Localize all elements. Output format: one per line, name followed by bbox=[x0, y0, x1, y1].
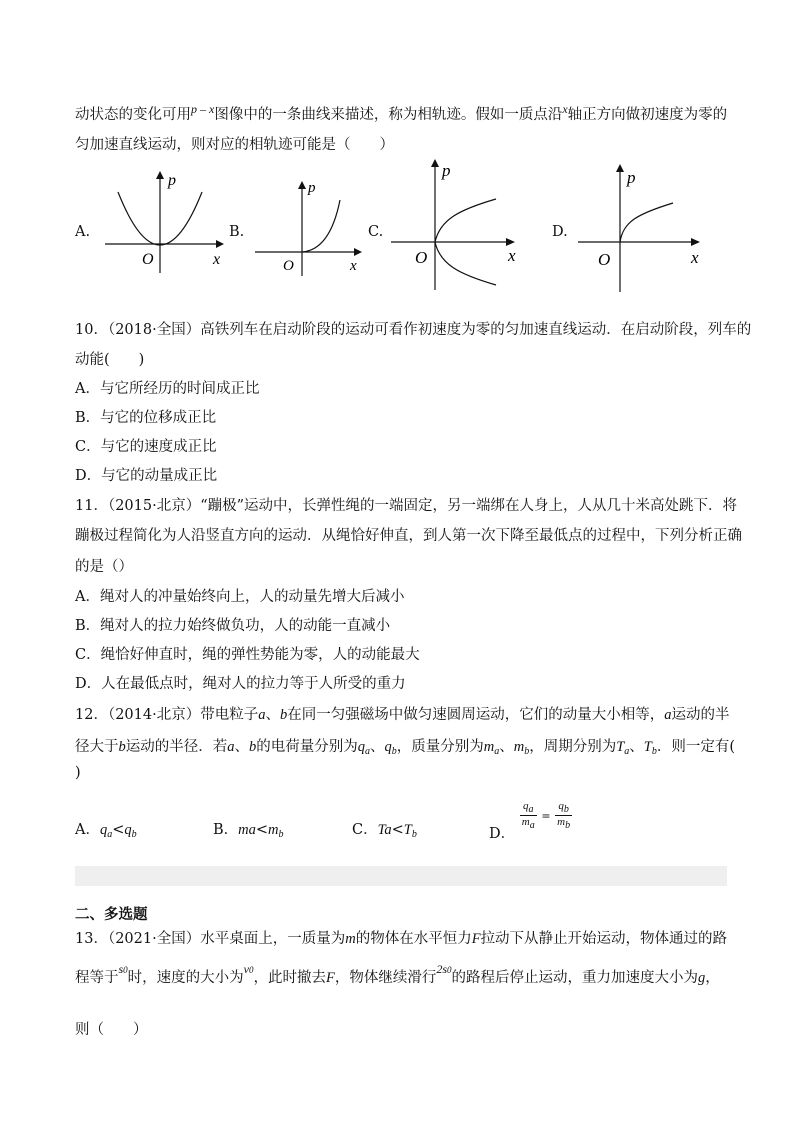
q10-option-a: A．与它所经历的时间成正比 bbox=[75, 381, 260, 397]
q12-sub: b bbox=[411, 829, 417, 840]
frac-sub: a bbox=[528, 804, 534, 815]
option-c-label: C. bbox=[368, 224, 384, 240]
q12-sub: a bbox=[624, 746, 630, 757]
q11-option-a: A．绳对人的冲量始终向上，人的动量先增大后减小 bbox=[75, 589, 405, 605]
option-a-label: A. bbox=[75, 224, 91, 240]
q11-line-1: 11．（2015·北京）“蹦极”运动中，长弹性绳的一端固定，另一端绑在人身上，人从几十米高处跳下．将 bbox=[75, 498, 738, 514]
q12-text: 运动的半 bbox=[671, 707, 730, 723]
graph-d-y-label: p bbox=[627, 168, 636, 187]
q9-text: 动状态的变化可用 bbox=[75, 107, 191, 123]
graph-d-origin: O bbox=[598, 250, 611, 269]
graph-a-x-label: x bbox=[213, 251, 221, 268]
graph-b bbox=[250, 178, 370, 278]
frac-sub: b bbox=[565, 820, 571, 831]
q12-text: 、 bbox=[499, 739, 514, 755]
q12-option-text: q bbox=[99, 822, 108, 838]
option-b-label: B. bbox=[229, 224, 245, 240]
section-title-multiple-choice: 二、多选题 bbox=[75, 906, 148, 923]
frac-numerator bbox=[555, 800, 572, 816]
q10-line-2: 动能( ) bbox=[75, 352, 145, 368]
frac-text: q bbox=[558, 800, 564, 812]
q13-2s0 bbox=[436, 962, 451, 976]
q12-fraction-b bbox=[555, 800, 572, 831]
q13-mass-symbol: m bbox=[345, 931, 356, 947]
q13-line-1 bbox=[75, 927, 727, 948]
graph-d-x-label: x bbox=[691, 248, 699, 267]
q12-line-2 bbox=[75, 735, 735, 757]
q12-symbol-a: a bbox=[664, 707, 672, 723]
q9-px-symbol: p – x bbox=[191, 102, 215, 116]
q9-text: 图像中的一条曲线来描述，称为相轨迹。假如一质点沿 bbox=[214, 107, 563, 123]
option-d-label: D. bbox=[552, 224, 568, 240]
graph-b-x-label: x bbox=[350, 258, 357, 274]
q12-option-text: T bbox=[403, 822, 412, 838]
q12-text: 、 bbox=[629, 739, 644, 755]
q10-option-c: C．与它的速度成正比 bbox=[75, 439, 217, 455]
frac-sub: b bbox=[563, 804, 569, 815]
q12-option-text: m bbox=[268, 822, 279, 838]
frac-text: q bbox=[522, 800, 529, 812]
frac-denominator bbox=[555, 816, 572, 831]
graph-c bbox=[388, 155, 528, 295]
q13-force-symbol: F bbox=[471, 931, 481, 947]
q12-option-label: D． bbox=[489, 825, 516, 842]
q12-text: 运动的半径．若 bbox=[125, 739, 228, 755]
frac-denominator bbox=[520, 816, 537, 831]
q12-option-text: q bbox=[124, 822, 132, 838]
q11-option-b: B．绳对人的拉力始终做负功，人的动能一直减小 bbox=[75, 618, 391, 634]
q12-text: 、 bbox=[234, 739, 249, 755]
q13-text: 时，速度的大小为 bbox=[127, 970, 244, 986]
math-sub: 0 bbox=[249, 965, 254, 975]
q11-line-3: 的是（） bbox=[75, 559, 133, 575]
graph-a-y-label: p bbox=[168, 172, 176, 189]
q13-text: 程等于 bbox=[75, 970, 119, 986]
q13-text: 拉动下从静止开始运动，物体通过的路 bbox=[480, 931, 728, 947]
graph-a bbox=[100, 168, 230, 278]
q12-sub: b bbox=[131, 829, 137, 840]
q12-mb: m bbox=[513, 739, 525, 755]
q13-gravity-symbol: g bbox=[698, 970, 706, 986]
q13-text: ， bbox=[705, 970, 720, 986]
q12-symbol-a: a bbox=[227, 739, 235, 755]
frac-numerator bbox=[520, 800, 537, 816]
math-sub: 0 bbox=[447, 965, 452, 975]
q12-line-3: ) bbox=[75, 765, 81, 781]
q12-option-label: A． bbox=[75, 822, 100, 838]
frac-text: m bbox=[521, 816, 530, 828]
q12-sub: a bbox=[365, 746, 370, 757]
q12-line-1 bbox=[75, 703, 729, 724]
graph-b-origin: O bbox=[283, 258, 294, 274]
graph-d bbox=[575, 160, 715, 295]
math-text: s bbox=[118, 962, 124, 976]
q13-v0 bbox=[244, 962, 254, 976]
graph-c-origin: O bbox=[415, 248, 428, 267]
q13-line-2 bbox=[75, 962, 720, 987]
q12-text: 径大于 bbox=[75, 739, 119, 755]
q12-text: ，质量分别为 bbox=[396, 739, 484, 755]
equals-sign: = bbox=[541, 809, 551, 823]
q12-option-text: < bbox=[255, 822, 269, 838]
q12-text: 12．（2014·北京）带电粒子 bbox=[75, 707, 259, 723]
q12-fraction-a bbox=[520, 800, 537, 831]
q12-option-text: ma bbox=[238, 822, 256, 838]
q12-option-label: B． bbox=[213, 822, 239, 838]
q9-x-symbol: x bbox=[562, 102, 568, 116]
q12-qa: q bbox=[357, 739, 365, 755]
q11-option-c: C．绳恰好伸直时，绳的弹性势能为零，人的动能最大 bbox=[75, 647, 420, 663]
q13-s0 bbox=[119, 962, 128, 976]
graph-b-y-label: p bbox=[308, 180, 316, 196]
q13-text: 的物体在水平恒力 bbox=[355, 931, 472, 947]
q13-text: 的路程后停止运动，重力加速度大小为 bbox=[451, 970, 699, 986]
q9-line-1 bbox=[75, 103, 727, 124]
frac-sub: a bbox=[529, 820, 535, 831]
math-text: 2s bbox=[436, 962, 448, 976]
q12-sub: a bbox=[494, 746, 500, 757]
q12-symbol-b: b bbox=[249, 739, 257, 755]
q12-text: 、 bbox=[265, 707, 280, 723]
q12-text: 、 bbox=[370, 739, 385, 755]
q12-text: 的电荷量分别为 bbox=[256, 739, 358, 755]
graph-c-x-label: x bbox=[508, 246, 516, 265]
math-sub: 0 bbox=[123, 965, 128, 975]
q12-sub: b bbox=[278, 829, 284, 840]
q12-sub: a bbox=[107, 829, 113, 840]
q12-ta: T bbox=[616, 739, 625, 755]
q12-sub: b bbox=[391, 746, 397, 757]
q12-symbol-b: b bbox=[118, 739, 126, 755]
q10-option-d: D．与它的动量成正比 bbox=[75, 468, 218, 484]
q12-symbol-a: a bbox=[258, 707, 266, 723]
q13-text: ，物体继续滑行 bbox=[334, 970, 437, 986]
math-text: v bbox=[243, 962, 249, 976]
q12-option-c bbox=[352, 818, 417, 840]
q11-option-d: D．人在最低点时，绳对人的拉力等于人所受的重力 bbox=[75, 676, 406, 692]
graph-a-origin: O bbox=[142, 251, 154, 268]
frac-text: m bbox=[557, 816, 566, 828]
section-divider bbox=[75, 866, 727, 886]
q13-force-symbol: F bbox=[326, 970, 335, 986]
graph-c-y-label: p bbox=[442, 161, 451, 180]
q12-tb: T bbox=[643, 739, 652, 755]
q9-line-2: 匀加速直线运动，则对应的相轨迹可能是（ ） bbox=[75, 137, 394, 153]
q11-line-2: 蹦极过程简化为人沿竖直方向的运动．从绳恰好伸直，到人第一次下降至最低点的过程中，下列分析正确 bbox=[75, 528, 742, 544]
q12-option-label: C． bbox=[352, 822, 378, 838]
q12-sub: b bbox=[651, 746, 657, 757]
q12-symbol-b: b bbox=[279, 707, 288, 723]
q12-sub: b bbox=[524, 746, 530, 757]
q9-text: 轴正方向做初速度为零的 bbox=[567, 107, 728, 123]
q12-text: ，周期分别为 bbox=[529, 739, 617, 755]
q12-option-text: < bbox=[391, 822, 404, 838]
q12-qb: q bbox=[384, 739, 392, 755]
q12-option-a bbox=[75, 818, 137, 840]
q10-option-b: B．与它的位移成正比 bbox=[75, 410, 217, 426]
q13-text: 13．（2021·全国）水平桌面上，一质量为 bbox=[75, 931, 346, 947]
q13-line-3: 则（ ） bbox=[75, 1022, 148, 1038]
q10-line-1: 10．（2018·全国）高铁列车在启动阶段的运动可看作初速度为零的匀加速直线运动．在启动阶段，列车的 bbox=[75, 322, 752, 338]
q13-text: ，此时撤去 bbox=[253, 970, 326, 986]
q12-text: 在同一匀强磁场中做匀速圆周运动，它们的动量大小相等， bbox=[287, 707, 665, 723]
q12-option-d bbox=[489, 800, 572, 842]
q12-option-b bbox=[213, 818, 284, 840]
q12-option-text: < bbox=[112, 822, 125, 838]
q12-option-text: Ta bbox=[377, 822, 392, 838]
q12-text: ．则一定有( bbox=[656, 739, 736, 755]
q12-ma: m bbox=[483, 739, 495, 755]
